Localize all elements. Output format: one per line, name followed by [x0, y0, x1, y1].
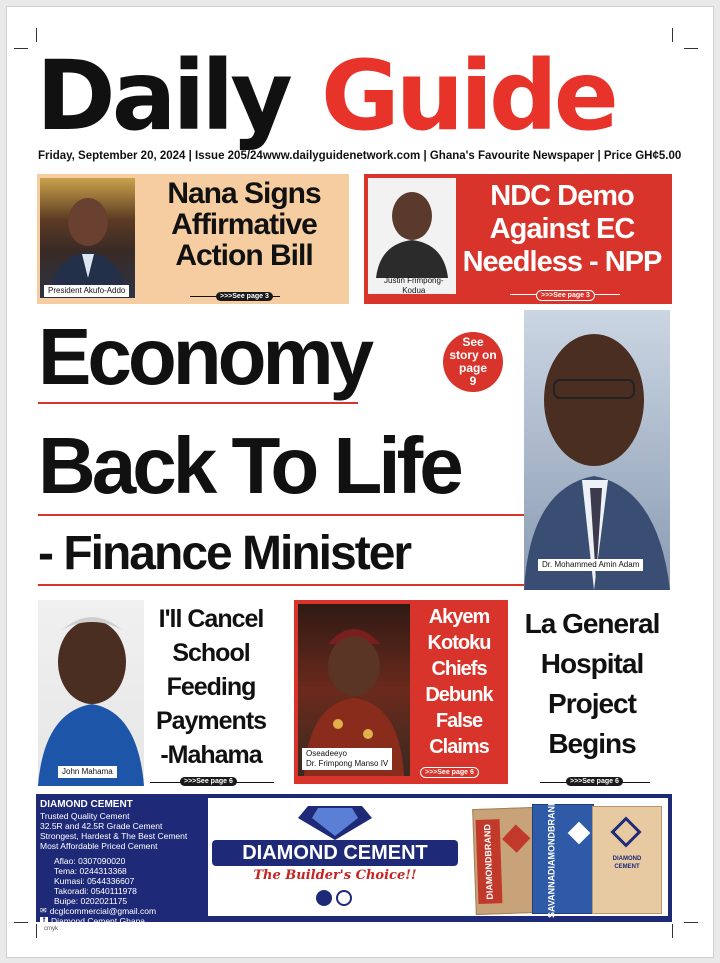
story3-headline-line3: Feeding: [166, 673, 256, 701]
story5-headline-line4: Begins: [548, 728, 636, 759]
lead-headline-line3[interactable]: - Finance Minister: [38, 527, 411, 580]
amin-adam-photo: [524, 310, 670, 590]
akufo-addo-caption: President Akufo-Addo: [44, 285, 129, 297]
person-silhouette-icon: [524, 310, 670, 590]
ad-contact3: Kumasi: 0544336607: [54, 876, 135, 886]
lead-headline-line2[interactable]: Back To Life: [38, 421, 460, 510]
cement-bag-3: [592, 806, 662, 914]
see-story-line4: 9: [469, 374, 477, 388]
bag2-line2: DIAMOND: [546, 832, 557, 876]
cement-bag-2: [532, 799, 594, 919]
see-story-badge[interactable]: [443, 332, 503, 392]
cement-bag-1: [472, 807, 538, 915]
bag2-label: [536, 799, 568, 919]
frimpong-kodua-caption-line2: Kodua: [402, 286, 426, 295]
date-issue: Friday, September 20, 2024 | Issue 205/24: [38, 150, 263, 162]
bag2-diamond-icon: [568, 822, 591, 845]
bag1-label: [476, 819, 503, 904]
mahama-caption: John Mahama: [58, 766, 117, 778]
story1-see-page[interactable]: >>>See page 3: [216, 292, 273, 301]
story3-see-page[interactable]: >>>See page 6: [180, 777, 237, 786]
story3-headline-line1: I'll Cancel: [158, 605, 264, 633]
frimpong-manso-caption: [302, 748, 392, 770]
ad-seal-icon: [314, 890, 354, 908]
ad-contact4: Takoradi: 0540111978: [54, 886, 137, 896]
story4-headline-line2: Kotoku: [427, 632, 491, 654]
story2-headline[interactable]: NDC Demo Against EC Needless - NPP: [462, 180, 662, 278]
story2-see-page[interactable]: >>>See page 3: [536, 290, 595, 301]
story4-headline-line4: Debunk: [425, 684, 493, 706]
story4-see-page[interactable]: >>>See page 6: [420, 767, 479, 778]
see-story-line3: page: [458, 361, 487, 375]
frimpong-kodua-caption-line1: Justin Frimpong-: [384, 276, 444, 285]
footer-mark: cmyk: [44, 926, 58, 932]
bag2-line1: SAVANNA: [546, 875, 557, 919]
crop-mark: [14, 48, 28, 49]
bag3-line1: DIAMOND: [612, 856, 642, 862]
ad-logo-name: DIAMOND CEMENT: [212, 840, 458, 866]
story5-headline-line2: Hospital: [540, 648, 644, 679]
ad-email[interactable]: dcglcommercial@gmail.com: [49, 906, 157, 916]
bag2-line3: BRAND: [546, 799, 557, 833]
ad-contact5: Buipe: 0202021175: [54, 896, 128, 906]
see-story-line2: story on: [449, 348, 497, 362]
ad-brand-heading: DIAMOND CEMENT: [40, 799, 133, 810]
story3-headline[interactable]: [146, 602, 276, 772]
story5-headline-line3: Project: [548, 688, 636, 719]
ad-slogan: The Builder's Choice!!: [253, 868, 417, 883]
crop-mark: [684, 922, 698, 923]
lead-rule-1: [38, 402, 358, 404]
bag1-line1: DIAMOND: [483, 856, 495, 900]
lead-headline-line1[interactable]: Economy: [38, 312, 371, 401]
story5-headline-line1: La General: [524, 608, 660, 639]
diamond-icon: [208, 802, 462, 842]
bag3-line2: CEMENT: [614, 864, 640, 870]
story5-see-page[interactable]: >>>See page 6: [566, 777, 623, 786]
see-story-line1: See: [462, 335, 484, 349]
story1-headline[interactable]: Nana Signs Affirmative Action Bill: [167, 177, 321, 272]
lead-rule-2: [38, 514, 524, 516]
person-silhouette-icon: [40, 178, 135, 298]
bag1-diamond-icon: [502, 824, 530, 852]
story4-headline[interactable]: [412, 604, 506, 760]
frimpong-manso-caption-line1: Oseadeeyo: [306, 749, 347, 758]
masthead-guide: Guide: [321, 40, 615, 152]
amin-adam-caption: Dr. Mohammed Amin Adam: [538, 559, 643, 571]
crop-mark: [36, 924, 37, 938]
bag1-line2: BRAND: [482, 823, 494, 857]
person-silhouette-icon: [38, 600, 144, 786]
bag3-diamond-icon: [610, 816, 641, 847]
ad-facebook[interactable]: Diamond Cement Ghana: [51, 916, 146, 926]
facebook-icon: f: [40, 917, 48, 925]
story4-headline-line1: Akyem: [428, 606, 490, 628]
crop-mark: [14, 922, 28, 923]
akufo-addo-photo: [40, 178, 135, 298]
frimpong-kodua-caption: [380, 275, 448, 297]
ad-contact1: Aflao: 0307090020: [54, 856, 126, 866]
story3-headline-line5: -Mahama: [160, 741, 262, 769]
ad-logo-panel: [208, 798, 462, 916]
crop-mark: [672, 924, 673, 938]
ad-line3: Strongest, Hardest & The Best Cement: [40, 831, 188, 841]
story5-headline[interactable]: [512, 604, 672, 764]
story3-headline-line2: School: [172, 639, 250, 667]
ad-line4: Most Affordable Priced Cement: [40, 841, 158, 851]
masthead-info: www.dailyguidenetwork.com | Ghana's Favourite Newspaper | Price GH¢5.00: [262, 150, 682, 162]
story3-headline-line4: Payments: [155, 707, 267, 735]
lead-rule-3: [38, 584, 524, 586]
story4-headline-line6: Claims: [429, 736, 489, 758]
masthead-daily: Daily: [36, 40, 289, 152]
crop-mark: [684, 48, 698, 49]
mahama-photo: [38, 600, 144, 786]
story4-headline-line3: Chiefs: [431, 658, 487, 680]
masthead: [36, 40, 676, 152]
ad-line1: Trusted Quality Cement: [40, 811, 130, 821]
email-icon: ✉: [40, 906, 47, 915]
bag3-label: [597, 855, 657, 871]
ad-text-block: [40, 799, 205, 926]
frimpong-manso-caption-line2: Dr. Frimpong Manso IV: [306, 759, 389, 768]
story4-headline-line5: False: [435, 710, 483, 732]
ad-contact2: Tema: 0244313368: [54, 866, 127, 876]
ad-line2: 32.5R and 42.5R Grade Cement: [40, 821, 163, 831]
dateline: [38, 150, 682, 162]
